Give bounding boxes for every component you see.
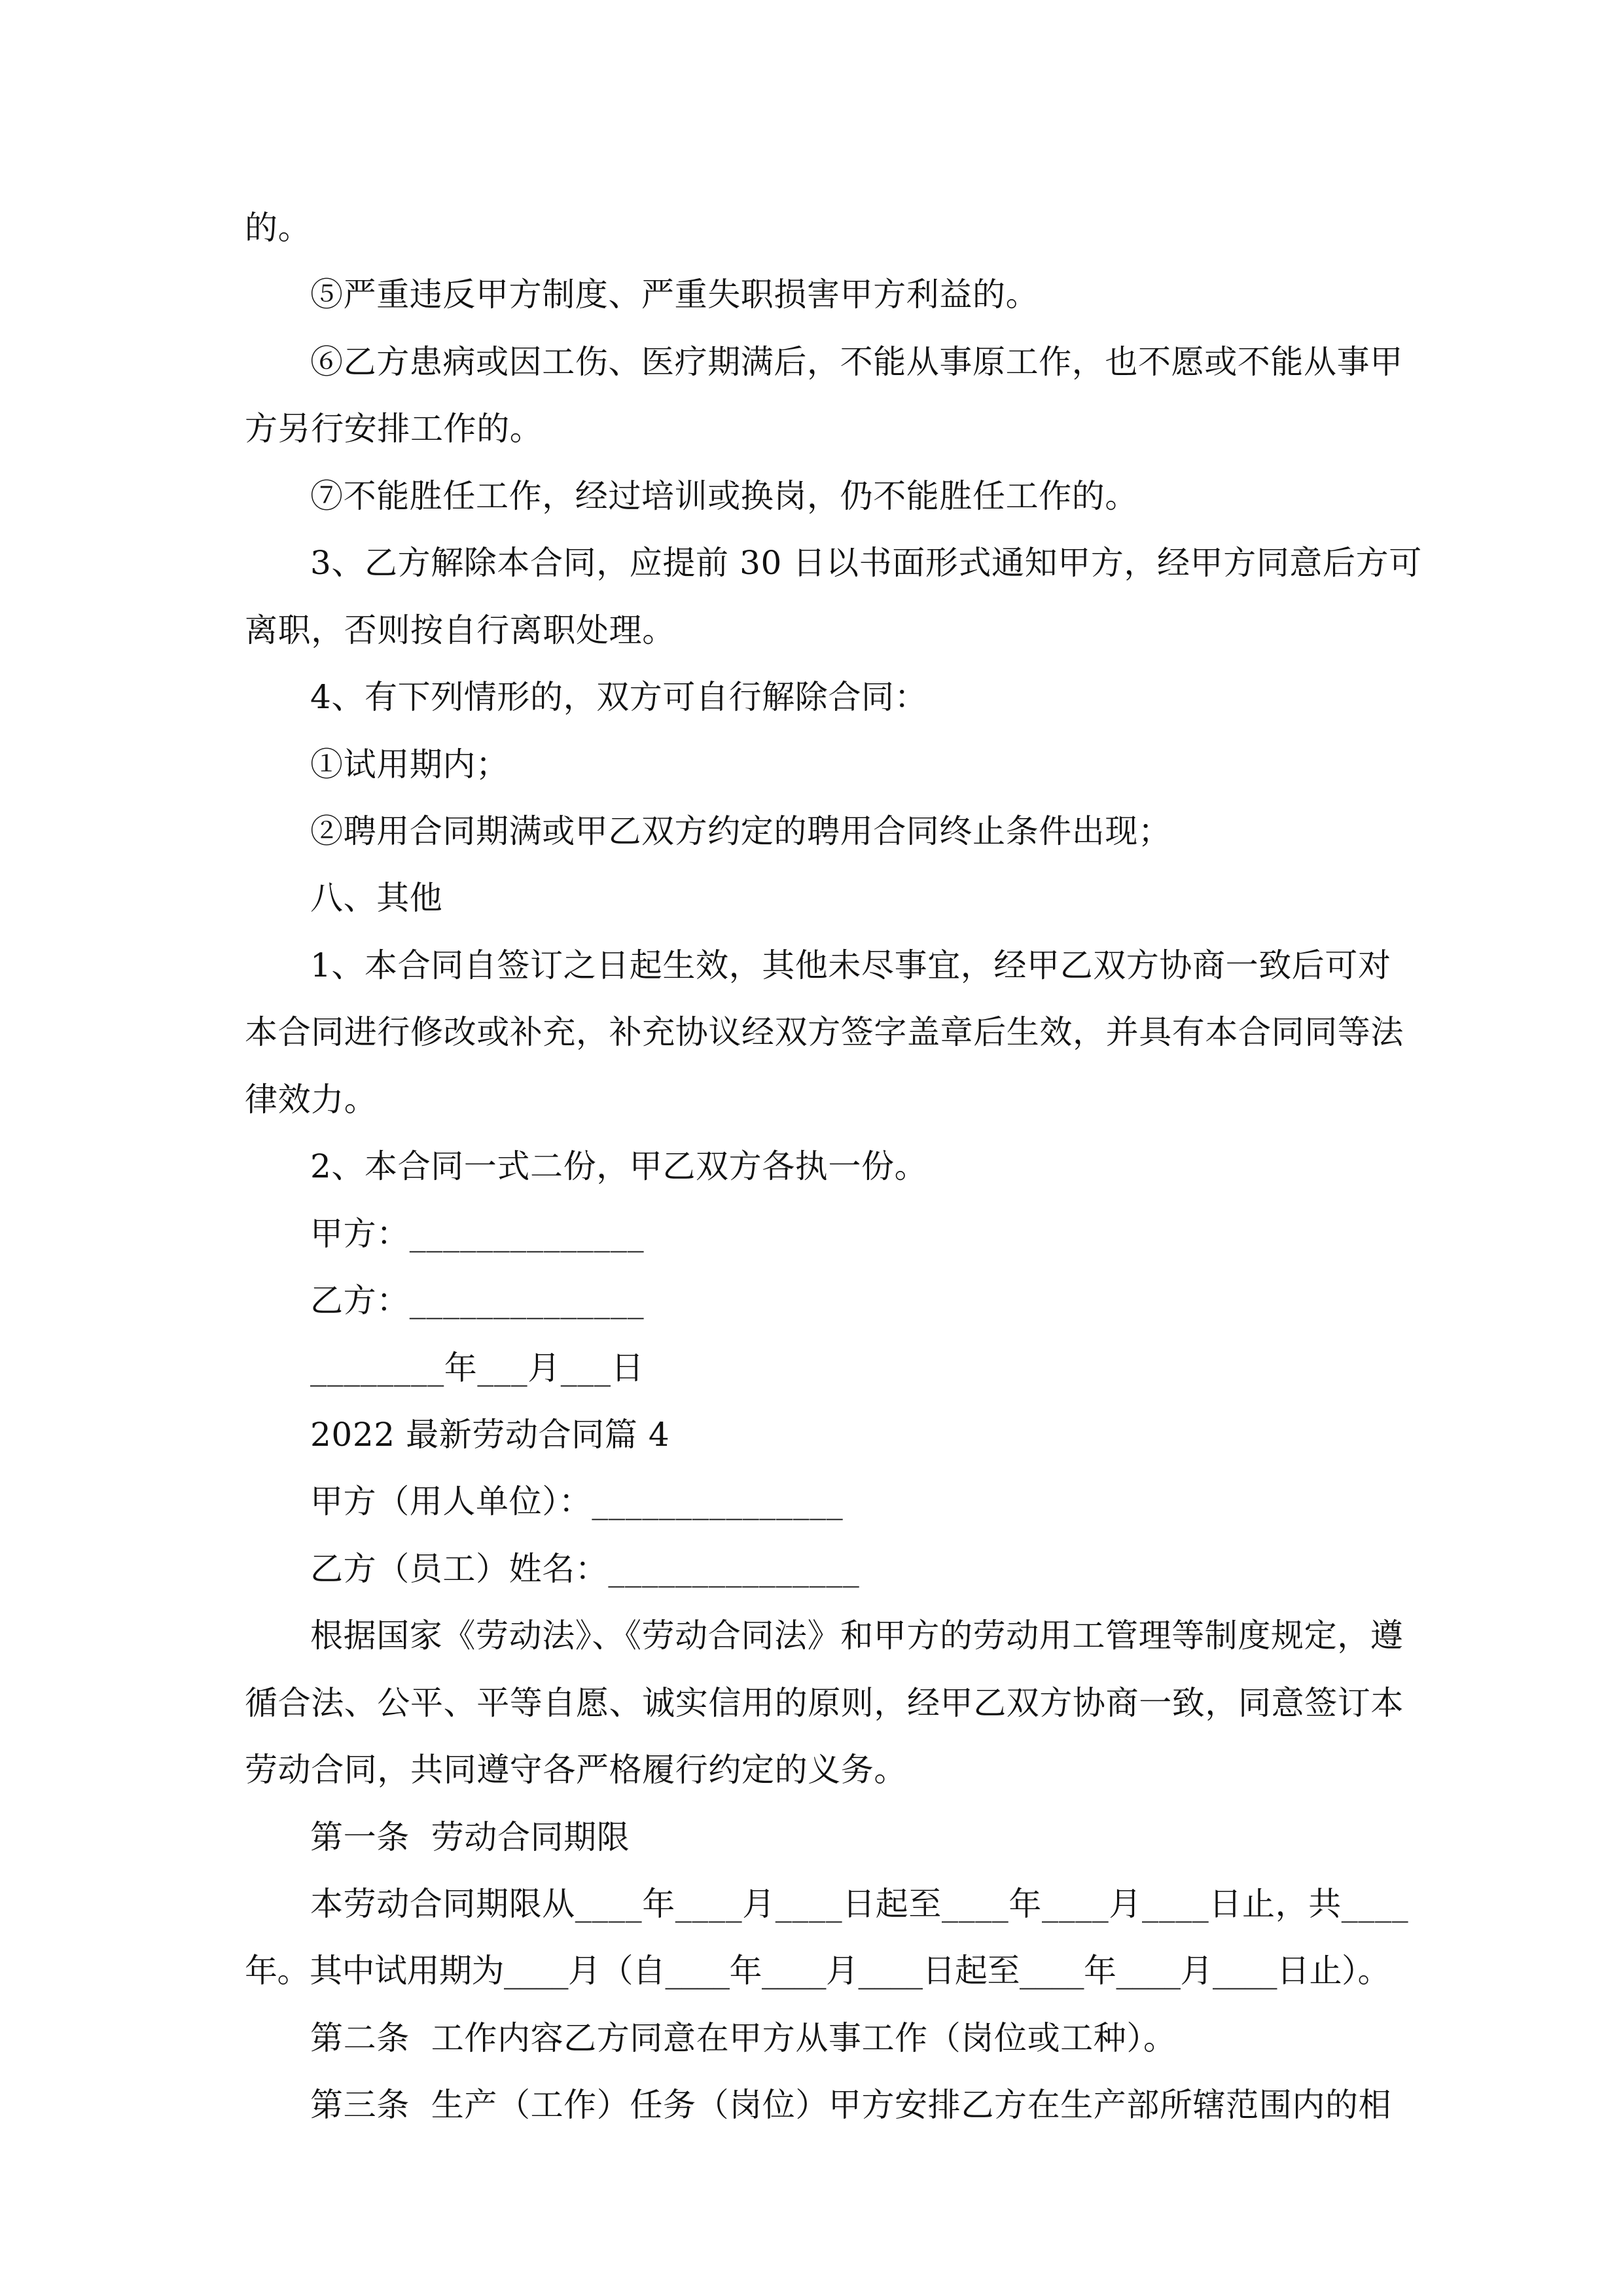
- text-line: ⑦不能胜任工作，经过培训或换岗，仍不能胜任工作的。: [310, 477, 1138, 515]
- text-line: 年。其中试用期为____月（自____年____月____日起至____年____月____日止）。: [245, 1952, 1390, 1990]
- section-heading: 八、其他: [310, 879, 443, 917]
- text-line: 的。: [245, 209, 312, 247]
- text-line: ②聘用合同期满或甲乙双方约定的聘用合同终止条件出现；: [310, 812, 1171, 850]
- text-line: 3、乙方解除本合同，应提前 30 日以书面形式通知甲方，经甲方同意后方可: [310, 544, 1422, 582]
- date-line: ________年___月___日: [310, 1349, 645, 1387]
- article-heading: 第一条 劳动合同期限: [310, 1818, 630, 1856]
- text-line: 离职，否则按自行离职处理。: [245, 611, 675, 649]
- contract-title: 2022 最新劳动合同篇 4: [310, 1416, 670, 1454]
- text-line: 2、本合同一式二份，甲乙双方各执一份。: [310, 1147, 928, 1185]
- article-heading: 第二条 工作内容乙方同意在甲方从事工作（岗位或工种）。: [310, 2019, 1177, 2057]
- employee-field: 乙方（员工）姓名：_______________: [310, 1550, 860, 1588]
- text-line: 本合同进行修改或补充，补充协议经双方签字盖章后生效，并具有本合同同等法: [245, 1013, 1404, 1051]
- text-line: ①试用期内；: [310, 745, 509, 783]
- text-line: 1、本合同自签订之日起生效，其他未尽事宜，经甲乙双方协商一致后可对: [310, 946, 1391, 984]
- text-line: ⑤严重违反甲方制度、严重失职损害甲方利益的。: [310, 276, 1039, 314]
- text-line: 方另行安排工作的。: [245, 410, 543, 448]
- employer-field: 甲方（用人单位）：_______________: [310, 1482, 844, 1520]
- text-line: 根据国家《劳动法》、《劳动合同法》和甲方的劳动用工管理等制度规定，遵: [310, 1617, 1404, 1655]
- text-line: 劳动合同，共同遵守各严格履行约定的义务。: [245, 1751, 907, 1789]
- text-line: 本劳动合同期限从____年____月____日起至____年____月____日止，共____: [310, 1885, 1409, 1923]
- text-line: 4、有下列情形的，双方可自行解除合同：: [310, 678, 928, 716]
- text-line: 律效力。: [245, 1081, 378, 1119]
- party-b-signature-line: 乙方：______________: [310, 1282, 645, 1319]
- article-heading: 第三条 生产（工作）任务（岗位）甲方安排乙方在生产部所辖范围内的相: [310, 2086, 1392, 2124]
- party-a-signature-line: 甲方：______________: [310, 1215, 645, 1253]
- text-line: ⑥乙方患病或因工伤、医疗期满后，不能从事原工作，也不愿或不能从事甲: [310, 343, 1403, 381]
- text-line: 循合法、公平、平等自愿、诚实信用的原则，经甲乙双方协商一致，同意签订本: [245, 1684, 1404, 1722]
